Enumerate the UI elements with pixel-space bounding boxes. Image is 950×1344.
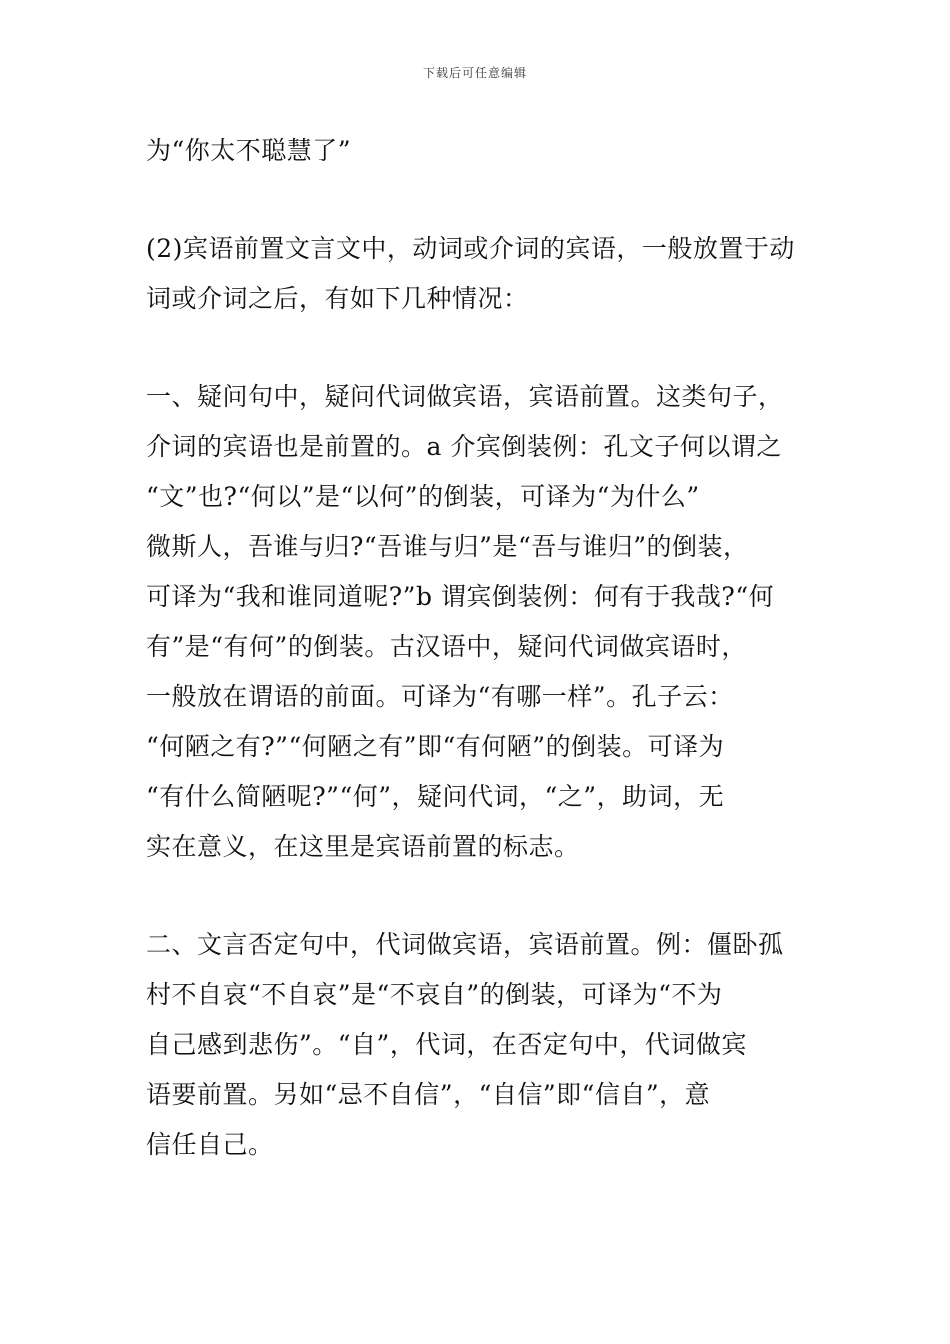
- paragraph-3-line-1: 一、疑问句中，疑问代词做宾语，宾语前置。这类句子，: [146, 382, 784, 411]
- paragraph-4-line-5: 信任自己。: [146, 1130, 274, 1159]
- paragraph-3-line-2: 介词的宾语也是前置的。a 介宾倒装例：孔文子何以谓之: [146, 432, 782, 461]
- paragraph-2-line-1: (2)宾语前置文言文中，动词或介词的宾语，一般放置于动: [146, 234, 795, 263]
- paragraph-1-line-1: 为“你太不聪慧了”: [146, 136, 352, 165]
- paragraph-3-line-5: 可译为“我和谁同道呢?”b 谓宾倒装例：何有于我哉?“何: [146, 582, 775, 611]
- paragraph-3-line-3: “文”也?“何以”是“以何”的倒装，可译为“为什么”: [146, 482, 700, 511]
- paragraph-3-line-8: “何陋之有?”“何陋之有”即“有何陋”的倒装。可译为: [146, 732, 725, 761]
- paragraph-4-line-1: 二、文言否定句中，代词做宾语，宾语前置。例：僵卧孤: [146, 930, 784, 959]
- paragraph-4-line-4: 语要前置。另如“忌不自信”，“自信”即“信自”，意: [146, 1080, 711, 1109]
- paragraph-2-line-2: 词或介词之后，有如下几种情况：: [146, 284, 529, 313]
- page-header: 下载后可任意编辑: [422, 66, 527, 80]
- paragraph-4-line-2: 村不自哀“不自哀”是“不哀自”的倒装，可译为“不为: [146, 980, 723, 1009]
- paragraph-3-line-6: 有”是“有何”的倒装。古汉语中，疑问代词做宾语时，: [146, 632, 747, 661]
- paragraph-3-line-9: “有什么简陋呢?”“何”，疑问代词，“之”，助词，无: [146, 782, 725, 811]
- paragraph-3-line-7: 一般放在谓语的前面。可译为“有哪一样”。孔子云：: [146, 682, 734, 711]
- paragraph-3-line-10: 实在意义，在这里是宾语前置的标志。: [146, 832, 580, 861]
- paragraph-4-line-3: 自己感到悲伤”。“自”，代词，在否定句中，代词做宾: [146, 1030, 747, 1059]
- paragraph-3-line-4: 微斯人，吾谁与归?“吾谁与归”是“吾与谁归”的倒装，: [146, 532, 749, 561]
